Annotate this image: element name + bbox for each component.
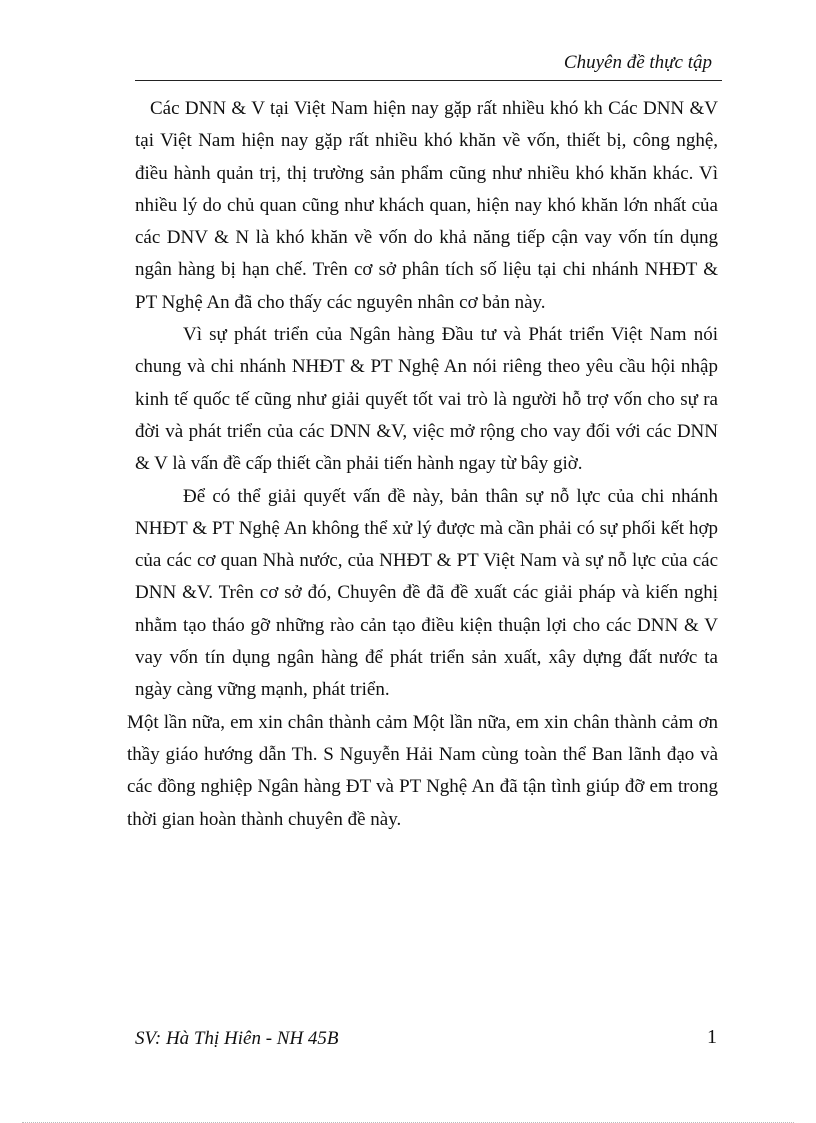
header-title: Chuyên đề thực tập (563, 52, 712, 73)
header-divider (135, 80, 722, 81)
paragraph-2: Vì sự phát triển của Ngân hàng Đầu tư và Phát triển Việt Nam nói chung và chi nhánh NHĐT & PT Nghệ An nói riêng theo yêu cầu hội nhập kinh tế quốc tế cũng như giải quyết tốt vai trò là người hỗ trợ vốn cho sự ra đời và phát triển của các DNN &V, việc mở rộng cho vay đối với các DNN & V là vấn đề cấp thiết cần phải tiến hành ngay từ bây giờ. (135, 324, 718, 475)
paragraph-1: Các DNN & V tại Việt Nam hiện nay gặp rất nhiều khó kh Các DNN &V tại Việt Nam hiện nay gặp rất nhiều khó khăn về vốn, thiết bị, công nghệ, điều hành quản trị, thị trường sản phẩm cũng như nhiều khó khăn khác. Vì nhiều lý do chủ quan cũng như khách quan, hiện nay khó khăn lớn nhất của các DNV & N là khó khăn về vốn do khả năng tiếp cận vay vốn tín dụng ngân hàng bị hạn chế. Trên cơ sở phân tích số liệu tại chi nhánh NHĐT & PT Nghệ An đã cho thấy các nguyên nhân cơ bản này. (135, 98, 718, 313)
body-text (127, 93, 718, 836)
paragraph-3: Để có thể giải quyết vấn đề này, bản thân sự nỗ lực của chi nhánh NHĐT & PT Nghệ An không thể xử lý được mà cần phải có sự phối kết hợp của các cơ quan Nhà nước, của NHĐT & PT Việt Nam và sự nỗ lực của các DNN &V. Trên cơ sở đó, Chuyên đề đã đề xuất các giải pháp và kiến nghị nhằm tạo tháo gỡ những rào cản tạo điều kiện thuận lợi cho các DNN & V vay vốn tín dụng ngân hàng để phát triển sản xuất, xây dựng đất nước ta ngày càng vững mạnh, phát triển. (135, 485, 718, 701)
page-number: 1 (707, 1026, 717, 1048)
footer-student: SV: Hà Thị Hiên - NH 45B (135, 1028, 339, 1049)
paragraph-4: Một lần nữa, em xin chân thành cảm Một lần nữa, em xin chân thành cảm ơn thầy giáo hướng dẫn Th. S Nguyễn Hải Nam cùng toàn thể Ban lãnh đạo và các đồng nghiệp Ngân hàng ĐT và PT Nghệ An đã tận tình giúp đỡ em trong thời gian hoàn thành chuyên đề này. (127, 711, 718, 830)
